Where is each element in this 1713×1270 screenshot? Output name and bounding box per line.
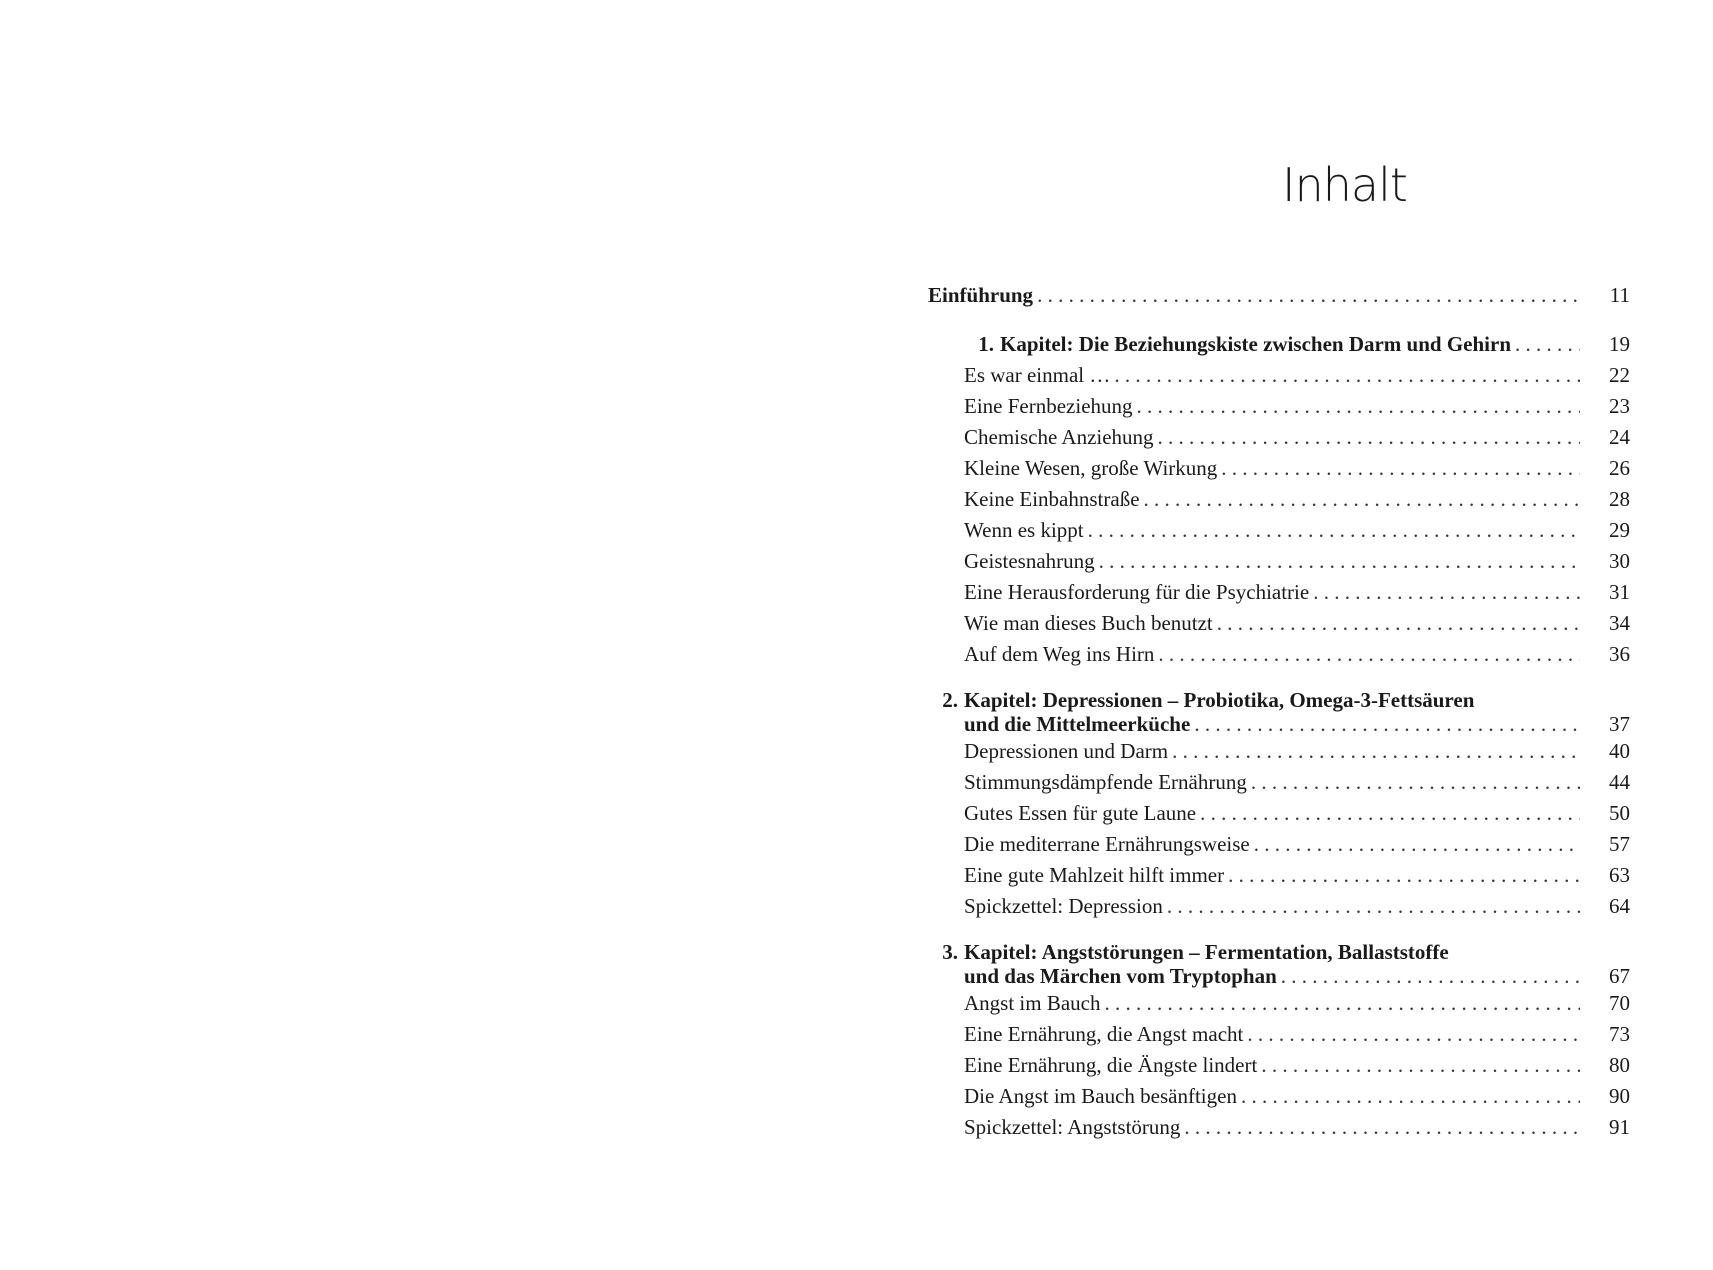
- toc-section-page: 30: [1609, 549, 1630, 573]
- toc-section-entry[interactable]: [928, 1019, 1630, 1050]
- toc-section-label: Geistesnahrung: [964, 549, 1095, 573]
- toc-section-page: 26: [1609, 456, 1630, 480]
- toc-section-entry[interactable]: [928, 515, 1630, 546]
- chapter-number: 3.: [942, 940, 958, 964]
- toc-section-entry[interactable]: [928, 798, 1630, 829]
- toc-section-page: 29: [1609, 518, 1630, 542]
- toc-section-entry[interactable]: [928, 891, 1630, 922]
- toc-section-label: Eine Ernährung, die Angst macht: [964, 1022, 1244, 1046]
- toc-section-entry[interactable]: [928, 546, 1630, 577]
- toc-section-label: Es war einmal …: [964, 363, 1111, 387]
- toc-section-page: 80: [1609, 1053, 1630, 1077]
- toc-section-entry[interactable]: [928, 391, 1630, 422]
- dot-leader: [1200, 798, 1580, 829]
- toc-section-label: Depressionen und Darm: [964, 739, 1169, 763]
- toc-section-entry[interactable]: [928, 736, 1630, 767]
- toc-section-page: 73: [1609, 1022, 1630, 1046]
- toc-section-entry[interactable]: [928, 988, 1630, 1019]
- toc-section-entry[interactable]: [928, 422, 1630, 453]
- dot-leader: [1221, 453, 1580, 484]
- dot-leader: [1228, 860, 1580, 891]
- toc-section-page: 34: [1609, 611, 1630, 635]
- toc-section-entry[interactable]: [928, 484, 1630, 515]
- toc-section-label: Die mediterrane Ernährungsweise: [964, 832, 1250, 856]
- toc-chapter-2[interactable]: [942, 688, 1630, 736]
- chapter-page: 37: [1609, 712, 1630, 736]
- toc-section-page: 40: [1609, 739, 1630, 763]
- dot-leader: [1515, 329, 1580, 360]
- dot-leader: [1313, 577, 1580, 608]
- left-page-blank: [0, 0, 856, 1270]
- dot-leader: [1099, 546, 1580, 577]
- toc-section-page: 50: [1609, 801, 1630, 825]
- toc-section-page: 44: [1609, 770, 1630, 794]
- chapter-title-line2: und das Märchen vom Tryptophan: [964, 964, 1277, 988]
- toc-section-page: 63: [1609, 863, 1630, 887]
- chapter-page: 67: [1609, 964, 1630, 988]
- toc-section-entry[interactable]: [928, 829, 1630, 860]
- toc-section-page: 70: [1609, 991, 1630, 1015]
- toc-section-label: Wie man dieses Buch benutzt: [964, 611, 1213, 635]
- toc-section-page: 64: [1609, 894, 1630, 918]
- toc-section-entry[interactable]: [928, 360, 1630, 391]
- chapter-title-line2: und die Mittelmeerküche: [964, 712, 1191, 736]
- dot-leader: [1144, 484, 1580, 515]
- page-title: Inhalt: [1282, 158, 1407, 212]
- toc-section-entry[interactable]: [928, 1112, 1630, 1143]
- toc-section-label: Die Angst im Bauch besänftigen: [964, 1084, 1237, 1108]
- toc-section-label: Auf dem Weg ins Hirn: [964, 642, 1155, 666]
- dot-leader: [1184, 1112, 1580, 1143]
- dot-leader: [1261, 1050, 1580, 1081]
- toc-section-page: 22: [1609, 363, 1630, 387]
- right-page: [856, 0, 1713, 1270]
- toc-entry-page: 11: [1609, 283, 1630, 307]
- toc-section-entry[interactable]: [928, 639, 1630, 670]
- dot-leader: [1251, 767, 1580, 798]
- toc-section-label: Chemische Anziehung: [964, 425, 1154, 449]
- toc-section-label: Eine Herausforderung für die Psychiatrie: [964, 580, 1310, 604]
- toc-section-label: Gutes Essen für gute Laune: [964, 801, 1197, 825]
- toc-section-label: Eine Ernährung, die Ängste lindert: [964, 1053, 1258, 1077]
- toc-section-label: Eine gute Mahlzeit hilft immer: [964, 863, 1225, 887]
- toc-section-label: Keine Einbahnstraße: [964, 487, 1140, 511]
- toc-section-page: 36: [1609, 642, 1630, 666]
- dot-leader: [1254, 829, 1580, 860]
- toc-entry-intro[interactable]: [928, 280, 1630, 311]
- dot-leader: [1217, 608, 1580, 639]
- toc-section-label: Stimmungsdämpfende Ernährung: [964, 770, 1247, 794]
- dot-leader: [1167, 891, 1580, 922]
- dot-leader: [1105, 988, 1581, 1019]
- dot-leader: [1172, 736, 1580, 767]
- toc-entry-label: Einführung: [928, 283, 1034, 307]
- toc-section-label: Angst im Bauch: [964, 991, 1101, 1015]
- chapter-page: 19: [1609, 332, 1630, 356]
- chapter-title-line1: Kapitel: Depressionen – Probiotika, Omega-3-Fettsäuren: [964, 688, 1475, 712]
- toc-chapter-1[interactable]: [964, 329, 1630, 360]
- toc-section-label: Spickzettel: Depression: [964, 894, 1163, 918]
- chapter-number: 1.: [978, 332, 994, 356]
- toc-section-label: Spickzettel: Angststörung: [964, 1115, 1181, 1139]
- toc-section-entry[interactable]: [928, 767, 1630, 798]
- toc-section-page: 28: [1609, 487, 1630, 511]
- dot-leader: [1281, 964, 1580, 988]
- dot-leader: [1114, 360, 1580, 391]
- toc-section-entry[interactable]: [928, 1081, 1630, 1112]
- toc-section-page: 91: [1609, 1115, 1630, 1139]
- dot-leader: [1137, 391, 1580, 422]
- toc-chapter-3[interactable]: [942, 940, 1630, 988]
- toc-section-page: 90: [1609, 1084, 1630, 1108]
- toc-section-page: 23: [1609, 394, 1630, 418]
- chapter-number: 2.: [942, 688, 958, 712]
- dot-leader: [1241, 1081, 1580, 1112]
- toc-section-page: 31: [1609, 580, 1630, 604]
- toc-section-entry[interactable]: [928, 577, 1630, 608]
- chapter-title-line1: Kapitel: Angststörungen – Fermentation, Ballaststoffe: [964, 940, 1449, 964]
- dot-leader: [1194, 712, 1580, 736]
- toc-section-entry[interactable]: [928, 608, 1630, 639]
- table-of-contents: [928, 280, 1630, 1143]
- toc-section-page: 57: [1609, 832, 1630, 856]
- toc-section-label: Wenn es kippt: [964, 518, 1084, 542]
- toc-section-entry[interactable]: [928, 453, 1630, 484]
- toc-section-page: 24: [1609, 425, 1630, 449]
- toc-section-entry[interactable]: [928, 1050, 1630, 1081]
- dot-leader: [1247, 1019, 1580, 1050]
- dot-leader: [1037, 280, 1580, 311]
- dot-leader: [1088, 515, 1580, 546]
- chapter-title: Kapitel: Die Beziehungskiste zwischen Darm und Gehirn: [1000, 332, 1512, 356]
- dot-leader: [1158, 422, 1580, 453]
- dot-leader: [1158, 639, 1580, 670]
- toc-section-label: Eine Fernbeziehung: [964, 394, 1133, 418]
- toc-section-entry[interactable]: [928, 860, 1630, 891]
- toc-section-label: Kleine Wesen, große Wirkung: [964, 456, 1218, 480]
